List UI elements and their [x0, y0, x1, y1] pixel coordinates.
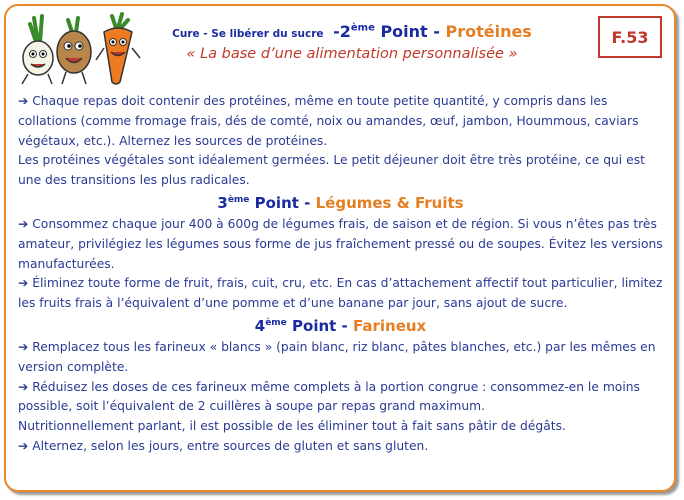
- section-number: 4: [254, 316, 266, 335]
- section-number-sup: ème: [227, 194, 250, 205]
- paragraph: [18, 417, 663, 437]
- section-topic: Légumes & Fruits: [315, 193, 464, 212]
- section-topic: Farineux: [352, 316, 427, 335]
- paragraph: [18, 151, 663, 191]
- paragraph: [18, 215, 663, 274]
- paragraph: [18, 378, 663, 418]
- paragraph-text: Consommez chaque jour 400 à 600g de légumes frais, de saison et de région. Si vous n’êtes pas très amateur, privilégiez les légumes sous forme de jus fraîchement pressé ou de soupes. Évitez les versions manufacturées.: [18, 216, 663, 271]
- header-small-title: Cure - Se libérer du sucre: [172, 28, 324, 40]
- sheet-number-badge: F.53: [598, 16, 662, 58]
- paragraph-text: Les protéines végétales sont idéalement germées. Le petit déjeuner doit être très protéine, ce qui est une des transitions les plus radicales.: [18, 153, 645, 188]
- arrow-right-icon: ➔: [18, 379, 29, 394]
- paragraph-text: Alternez, selon les jours, entre sources de gluten et sans gluten.: [28, 438, 429, 453]
- arrow-right-icon: ➔: [18, 94, 29, 108]
- section-word: Point -: [286, 316, 353, 335]
- paragraph-text: Éliminez toute forme de fruit, frais, cuit, cru, etc. En cas d’attachement affectif tout particulier, limitez les fruits frais à l’équivalent d’une pomme et d’une banane par jour, sans ajout de sucre.: [18, 276, 663, 311]
- arrow-right-icon: ➔: [18, 339, 29, 354]
- header-title: [152, 22, 552, 41]
- paragraph: [18, 274, 663, 314]
- header-point-number: -2: [333, 22, 351, 41]
- vegetable-characters-icon: [12, 12, 144, 88]
- section-title-farineux: [18, 314, 663, 338]
- paragraph-text: Chaque repas doit contenir des protéines, même en toute petite quantité, y compris dans les collations (comme fromage frais, dés de comté, noix ou amandes, œuf, jambon, Hoummous, caviars végétaux, etc.). Alternez les sources de protéines.: [18, 94, 639, 148]
- paragraph-text: Remplacez tous les farineux « blancs » (pain blanc, riz blanc, pâtes blanches, etc.) par les mêmes en version complète.: [18, 339, 656, 374]
- page-header: [152, 22, 552, 62]
- header-point-topic: Protéines: [445, 22, 532, 41]
- paragraph-text: Réduisez les doses de ces farineux même complets à la portion congrue : consommez-en le moins possible, soit l’équivalent de 2 cuillères à soupe par repas grand maximum.: [18, 379, 640, 414]
- arrow-right-icon: ➔: [18, 276, 29, 291]
- section-number-sup: ème: [265, 317, 287, 328]
- paragraph: [18, 92, 663, 151]
- paragraph: [18, 338, 663, 378]
- document-frame: [4, 4, 676, 492]
- section-word: Point -: [249, 193, 316, 212]
- document-body: [18, 92, 663, 457]
- arrow-right-icon: ➔: [18, 216, 29, 231]
- header-point-sup: ème: [350, 22, 375, 34]
- header-subtitle: « La base d’une alimentation personnalisée »: [186, 46, 518, 62]
- paragraph: [18, 437, 663, 457]
- header-point-word: Point -: [380, 22, 440, 41]
- paragraph-text: Nutritionnellement parlant, il est possible de les éliminer tout à fait sans pâtir de dégâts.: [18, 419, 566, 434]
- arrow-right-icon: ➔: [18, 438, 29, 453]
- section-number: 3: [217, 193, 228, 212]
- section-title-legumes-fruits: [18, 191, 663, 215]
